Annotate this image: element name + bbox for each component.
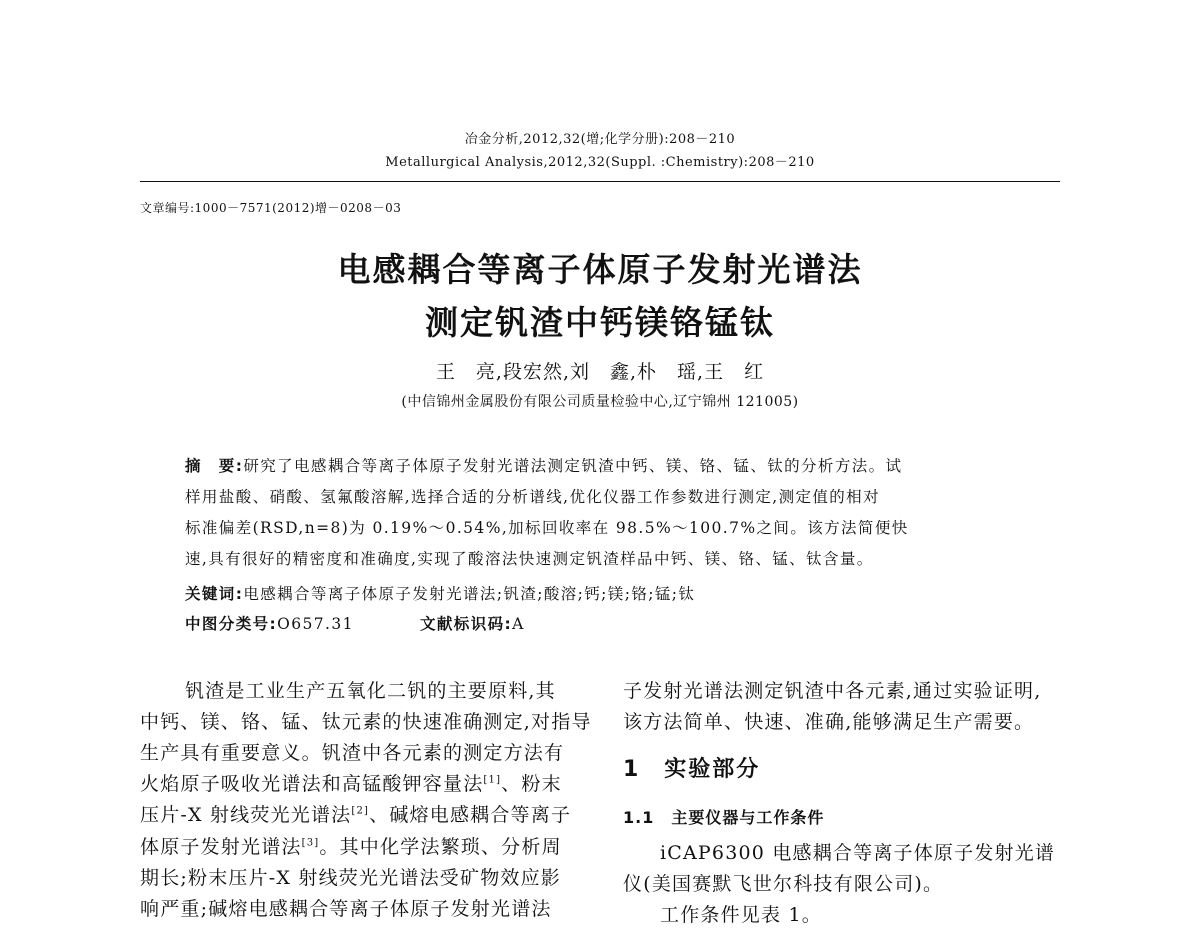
body-right-para-2: 仪(美国赛默飞世尔科技有限公司)。 <box>623 873 944 895</box>
body-right-line-1: 子发射光谱法测定钒渣中各元素,通过实验证明, <box>623 680 1042 702</box>
body-left-line-6-tail: 。其中化学法繁琐、分析周 <box>319 836 562 858</box>
citation-3: [3] <box>301 837 320 849</box>
body-right-para-3: 工作条件见表 1。 <box>660 904 822 926</box>
clc-label: 中图分类号: <box>185 615 278 633</box>
body-left-line-7: 期长;粉末压片-X 射线荧光光谱法受矿物效应影 <box>140 867 561 889</box>
keywords <box>185 582 695 604</box>
body-right-para-1: iCAP6300 电感耦合等离子体原子发射光谱 <box>660 842 1056 864</box>
doc-code-value: A <box>512 615 525 633</box>
body-right-line-2: 该方法简单、快速、准确,能够满足生产需要。 <box>623 711 1035 733</box>
keywords-label: 关键词: <box>185 585 244 603</box>
body-left-line-8: 响严重;碱熔电感耦合等离子体原子发射光谱法 <box>140 898 552 920</box>
abstract-line-3: 标准偏差(RSD,n=8)为 0.19%～0.54%,加标回收率在 98.5%～100.7%之间。该方法简便快 <box>185 519 909 537</box>
title-line-2: 测定钒渣中钙镁铬锰钛 <box>425 303 775 342</box>
body-left-line-6-text: 体原子发射光谱法 <box>140 836 302 858</box>
keywords-text: 电感耦合等离子体原子发射光谱法;钒渣;酸溶;钙;镁;铬;锰;钛 <box>243 585 696 603</box>
body-left-line-1: 钒渣是工业生产五氧化二钒的主要原料,其 <box>185 680 556 702</box>
section-heading-1: 1 实验部分 <box>623 757 761 782</box>
header-rule <box>140 181 1060 182</box>
clc-number <box>185 612 354 634</box>
body-left-line-2: 中钙、镁、铬、锰、钛元素的快速准确测定,对指导 <box>140 711 592 733</box>
body-left-line-4-text: 火焰原子吸收光谱法和高锰酸钾容量法 <box>140 773 484 795</box>
journal-citation-cn: 冶金分析,2012,32(增;化学分册):208－210 <box>464 132 736 147</box>
citation-2: [2] <box>351 805 370 817</box>
abstract-line-1 <box>185 454 902 476</box>
abstract-line-4: 速,具有很好的精密度和准确度,实现了酸溶法快速测定钒渣样品中钙、镁、铬、锰、钛含量。 <box>185 550 874 568</box>
abstract-label: 摘 要: <box>185 457 244 475</box>
doc-code-label: 文献标识码: <box>420 615 513 633</box>
journal-citation-en: Metallurgical Analysis,2012,32(Suppl. :Chemistry):208－210 <box>385 155 815 170</box>
affiliation: (中信锦州金属股份有限公司质量检验中心,辽宁锦州 121005) <box>401 394 799 410</box>
subsection-heading-1-1: 1.1 主要仪器与工作条件 <box>623 808 825 827</box>
citation-1: [1] <box>483 774 502 786</box>
article-number: 文章编号:1000－7571(2012)增－0208－03 <box>140 201 402 215</box>
clc-value: O657.31 <box>277 615 354 633</box>
body-left-line-5 <box>140 800 571 827</box>
document-code <box>420 612 525 634</box>
authors: 王 亮,段宏然,刘 鑫,朴 瑶,王 红 <box>435 361 765 383</box>
body-left-line-5-tail: 、碱熔电感耦合等离子 <box>369 804 572 826</box>
title-line-1: 电感耦合等离子体原子发射光谱法 <box>337 250 863 289</box>
abstract-line-2: 样用盐酸、硝酸、氢氟酸溶解,选择合适的分析谱线,优化仪器工作参数进行测定,测定值的相对 <box>185 488 880 506</box>
body-left-line-4 <box>140 769 562 796</box>
body-left-line-4-tail: 、粉末 <box>501 773 562 795</box>
body-left-line-3: 生产具有重要意义。钒渣中各元素的测定方法有 <box>140 742 565 764</box>
body-left-line-5-text: 压片-X 射线荧光光谱法 <box>140 804 352 826</box>
body-left-line-6 <box>140 832 562 859</box>
abstract-text-1: 研究了电感耦合等离子体原子发射光谱法测定钒渣中钙、镁、铬、锰、钛的分析方法。试 <box>243 457 903 475</box>
